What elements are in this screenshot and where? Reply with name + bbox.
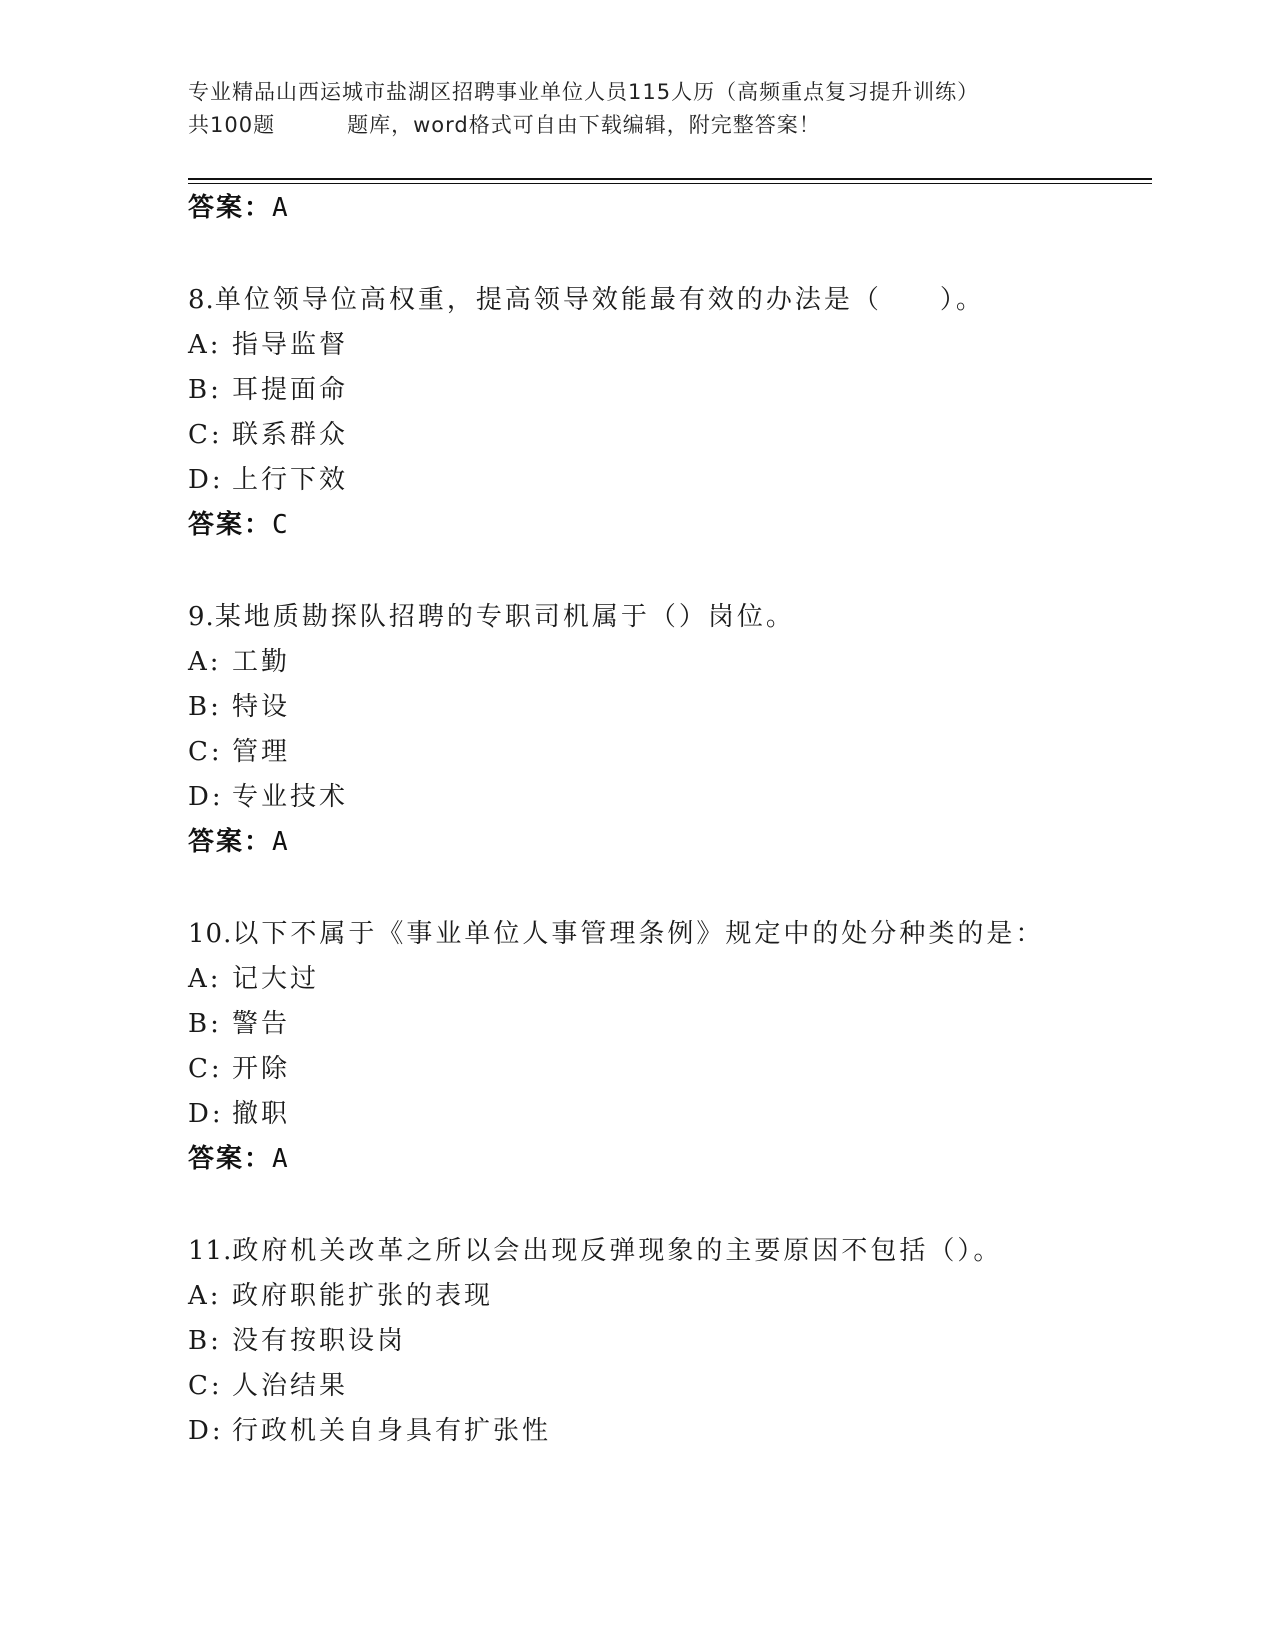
option-text: 撤职 xyxy=(232,1099,291,1129)
question-text xyxy=(188,911,1148,957)
question-stem: 以下不属于《事业单位人事管理条例》规定中的处分种类的是： xyxy=(232,919,1045,949)
question-text xyxy=(188,277,1148,323)
option-c xyxy=(188,730,1148,775)
option-text: 政府职能扩张的表现 xyxy=(232,1281,494,1311)
answer-line xyxy=(188,186,1148,231)
option-b xyxy=(188,1319,1148,1364)
answer-line xyxy=(188,820,1148,865)
option-b xyxy=(188,368,1148,413)
option-text: 工勤 xyxy=(232,647,291,677)
option-letter: C: xyxy=(188,420,223,450)
option-letter: D: xyxy=(188,465,224,495)
question-block xyxy=(188,1228,1148,1454)
option-text: 特设 xyxy=(232,692,291,722)
option-letter: D: xyxy=(188,1099,224,1129)
question-text xyxy=(188,594,1148,640)
option-a xyxy=(188,1274,1148,1319)
answer-line xyxy=(188,503,1148,548)
option-c xyxy=(188,1047,1148,1092)
option-letter: B: xyxy=(188,375,222,405)
header-title-line: 专业精品山西运城市盐湖区招聘事业单位人员115人历（高频重点复习提升训练） xyxy=(188,80,980,104)
option-a xyxy=(188,640,1148,685)
option-letter: A: xyxy=(188,647,222,677)
question-number: 8. xyxy=(188,285,215,315)
header-divider-thin xyxy=(188,183,1152,184)
option-a xyxy=(188,323,1148,368)
option-text: 耳提面命 xyxy=(232,375,349,405)
option-letter: B: xyxy=(188,1326,222,1356)
option-b xyxy=(188,1002,1148,1047)
answer-label: 答案： xyxy=(188,193,273,223)
header-description: 题库，word格式可自由下载编辑，附完整答案！ xyxy=(347,113,821,137)
question-number: 9. xyxy=(188,602,215,632)
header-question-count: 共100题 xyxy=(188,113,276,137)
option-d xyxy=(188,1409,1148,1454)
option-letter: C: xyxy=(188,737,223,767)
option-text: 联系群众 xyxy=(232,420,349,450)
question-stem: 单位领导位高权重，提高领导效能最有效的办法是（ ）。 xyxy=(214,285,985,315)
option-d xyxy=(188,458,1148,503)
option-letter: A: xyxy=(188,1281,222,1311)
answer-value: A xyxy=(272,827,290,857)
answer-value: C xyxy=(272,510,290,540)
page-header xyxy=(188,76,1088,142)
question-number: 10. xyxy=(188,919,233,949)
option-text: 记大过 xyxy=(232,964,320,994)
answer-line xyxy=(188,1137,1148,1182)
question-stem: 某地质勘探队招聘的专职司机属于（）岗位。 xyxy=(214,602,795,632)
answer-value: A xyxy=(272,1144,290,1174)
option-letter: A: xyxy=(188,330,222,360)
option-text: 没有按职设岗 xyxy=(232,1326,407,1356)
option-d xyxy=(188,1092,1148,1137)
option-c xyxy=(188,413,1148,458)
header-divider-thick xyxy=(188,178,1152,180)
answer-label: 答案： xyxy=(188,510,273,540)
option-b xyxy=(188,685,1148,730)
question-number: 11. xyxy=(188,1236,233,1266)
option-text: 人治结果 xyxy=(232,1371,349,1401)
option-c xyxy=(188,1364,1148,1409)
option-letter: D: xyxy=(188,782,224,812)
option-text: 专业技术 xyxy=(232,782,349,812)
option-letter: B: xyxy=(188,692,222,722)
question-text xyxy=(188,1228,1148,1274)
question-block xyxy=(188,594,1148,865)
answer-label: 答案： xyxy=(188,827,273,857)
option-text: 管理 xyxy=(232,737,291,767)
option-d xyxy=(188,775,1148,820)
question-list xyxy=(188,186,1148,1454)
option-letter: A: xyxy=(188,964,222,994)
option-letter: B: xyxy=(188,1009,222,1039)
option-text: 开除 xyxy=(232,1054,291,1084)
answer-label: 答案： xyxy=(188,1144,273,1174)
option-text: 行政机关自身具有扩张性 xyxy=(232,1416,552,1446)
option-text: 警告 xyxy=(232,1009,291,1039)
option-letter: D: xyxy=(188,1416,224,1446)
option-text: 指导监督 xyxy=(232,330,349,360)
question-stem: 政府机关改革之所以会出现反弹现象的主要原因不包括（）。 xyxy=(232,1236,1003,1266)
header-subtitle-line xyxy=(188,109,1088,142)
option-a xyxy=(188,957,1148,1002)
option-text: 上行下效 xyxy=(232,465,349,495)
option-letter: C: xyxy=(188,1054,223,1084)
option-letter: C: xyxy=(188,1371,223,1401)
question-block xyxy=(188,277,1148,548)
question-block xyxy=(188,911,1148,1182)
answer-value: A xyxy=(272,193,290,223)
